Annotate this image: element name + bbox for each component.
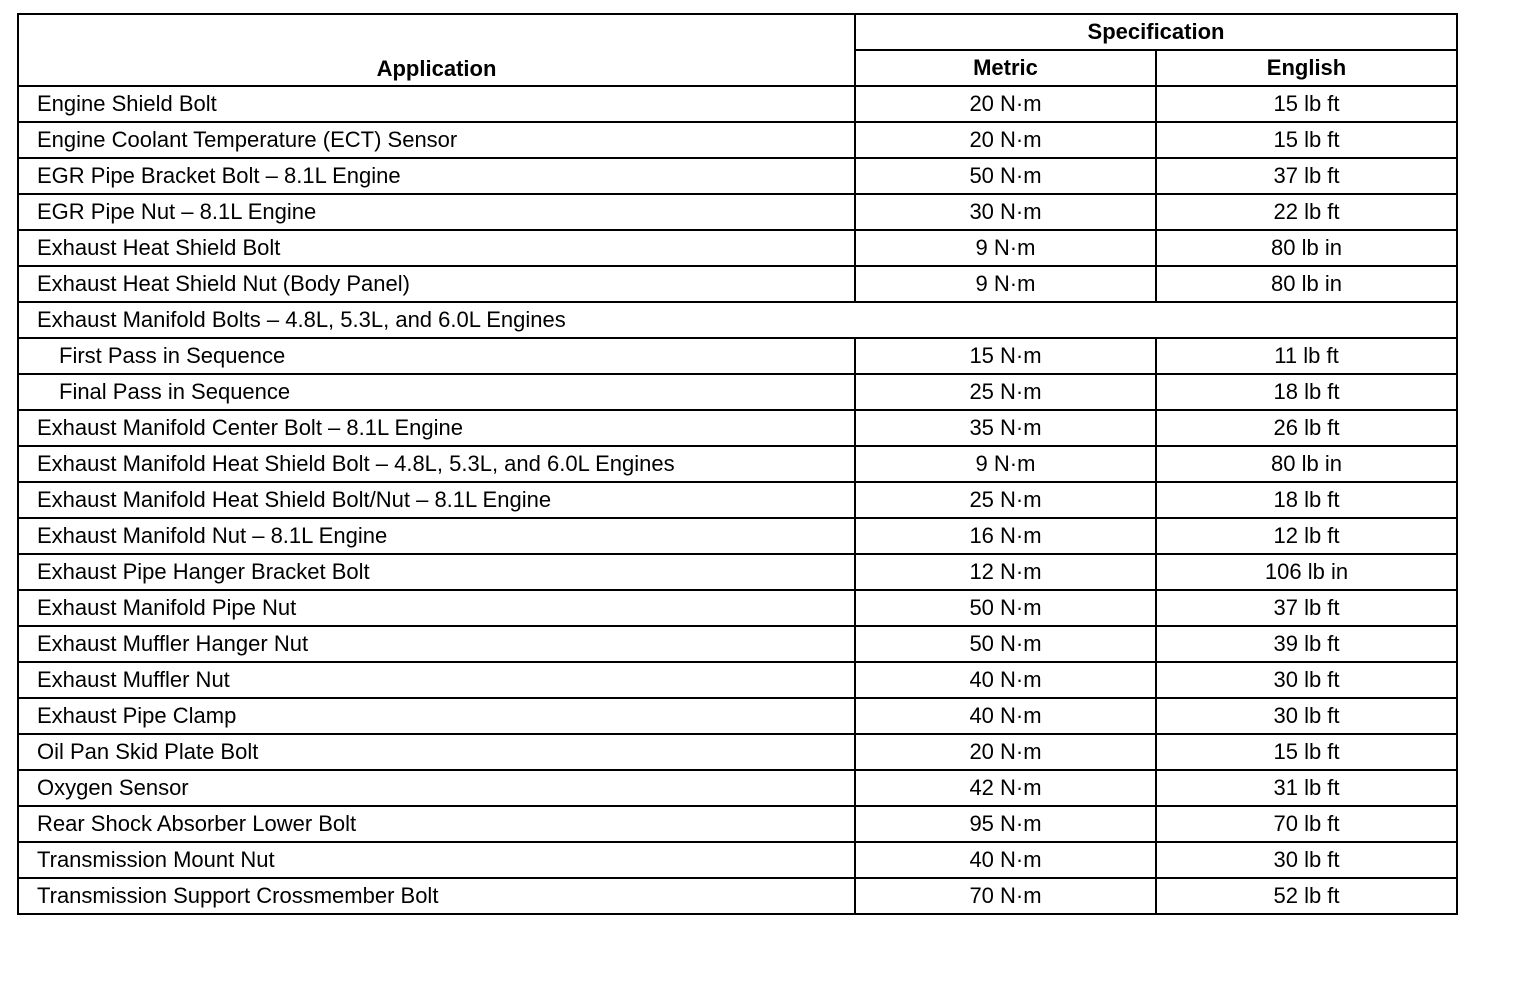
application-header: Application [18,14,855,86]
english-cell: 18 lb ft [1156,374,1457,410]
metric-cell: 9 N·m [855,446,1156,482]
application-cell: First Pass in Sequence [18,338,855,374]
metric-header: Metric [855,50,1156,86]
table-row [18,122,1457,158]
table-row [18,338,1457,374]
english-cell: 26 lb ft [1156,410,1457,446]
table-row [18,158,1457,194]
specification-header: Specification [855,14,1457,50]
application-group-cell: Exhaust Manifold Bolts – 4.8L, 5.3L, and 6.0L Engines [18,302,1457,338]
metric-cell: 70 N·m [855,878,1156,914]
metric-cell: 30 N·m [855,194,1156,230]
english-cell: 31 lb ft [1156,770,1457,806]
english-cell: 80 lb in [1156,230,1457,266]
english-cell: 22 lb ft [1156,194,1457,230]
english-cell: 37 lb ft [1156,158,1457,194]
table-row [18,590,1457,626]
table-row [18,194,1457,230]
table-row [18,626,1457,662]
table-row-group-heading [18,302,1457,338]
table-row [18,266,1457,302]
english-cell: 18 lb ft [1156,482,1457,518]
english-cell: 37 lb ft [1156,590,1457,626]
metric-cell: 42 N·m [855,770,1156,806]
english-cell: 39 lb ft [1156,626,1457,662]
table-row [18,518,1457,554]
application-cell: Exhaust Pipe Hanger Bracket Bolt [18,554,855,590]
table-row [18,734,1457,770]
table-row [18,770,1457,806]
application-cell: Exhaust Muffler Hanger Nut [18,626,855,662]
application-cell: Exhaust Pipe Clamp [18,698,855,734]
application-cell: EGR Pipe Nut – 8.1L Engine [18,194,855,230]
metric-cell: 50 N·m [855,158,1156,194]
metric-cell: 20 N·m [855,122,1156,158]
metric-cell: 9 N·m [855,266,1156,302]
application-cell: Oxygen Sensor [18,770,855,806]
metric-cell: 20 N·m [855,734,1156,770]
table-row [18,806,1457,842]
english-cell: 70 lb ft [1156,806,1457,842]
application-cell: Engine Coolant Temperature (ECT) Sensor [18,122,855,158]
metric-cell: 95 N·m [855,806,1156,842]
application-cell: Exhaust Manifold Heat Shield Bolt – 4.8L, 5.3L, and 6.0L Engines [18,446,855,482]
english-cell: 15 lb ft [1156,86,1457,122]
english-cell: 12 lb ft [1156,518,1457,554]
metric-cell: 25 N·m [855,374,1156,410]
metric-cell: 40 N·m [855,842,1156,878]
table-row [18,842,1457,878]
table-row [18,86,1457,122]
application-cell: Exhaust Manifold Nut – 8.1L Engine [18,518,855,554]
english-cell: 15 lb ft [1156,122,1457,158]
table-row [18,554,1457,590]
application-cell: Engine Shield Bolt [18,86,855,122]
table-row [18,410,1457,446]
table-row [18,374,1457,410]
metric-cell: 50 N·m [855,626,1156,662]
english-cell: 30 lb ft [1156,842,1457,878]
application-cell: Exhaust Manifold Center Bolt – 8.1L Engine [18,410,855,446]
metric-cell: 15 N·m [855,338,1156,374]
table-row [18,698,1457,734]
metric-cell: 12 N·m [855,554,1156,590]
table-row [18,662,1457,698]
metric-cell: 16 N·m [855,518,1156,554]
application-cell: Exhaust Manifold Pipe Nut [18,590,855,626]
application-cell: Exhaust Heat Shield Nut (Body Panel) [18,266,855,302]
english-cell: 80 lb in [1156,446,1457,482]
application-cell: Transmission Support Crossmember Bolt [18,878,855,914]
application-cell: Final Pass in Sequence [18,374,855,410]
english-cell: 15 lb ft [1156,734,1457,770]
english-cell: 30 lb ft [1156,662,1457,698]
application-cell: Exhaust Manifold Heat Shield Bolt/Nut – 8.1L Engine [18,482,855,518]
application-cell: Exhaust Heat Shield Bolt [18,230,855,266]
metric-cell: 40 N·m [855,662,1156,698]
metric-cell: 40 N·m [855,698,1156,734]
table-header [18,14,1457,86]
english-header: English [1156,50,1457,86]
metric-cell: 25 N·m [855,482,1156,518]
application-cell: Oil Pan Skid Plate Bolt [18,734,855,770]
torque-spec-table [17,13,1458,915]
metric-cell: 9 N·m [855,230,1156,266]
english-cell: 30 lb ft [1156,698,1457,734]
table-row [18,482,1457,518]
english-cell: 11 lb ft [1156,338,1457,374]
application-cell: EGR Pipe Bracket Bolt – 8.1L Engine [18,158,855,194]
metric-cell: 20 N·m [855,86,1156,122]
table-row [18,230,1457,266]
english-cell: 106 lb in [1156,554,1457,590]
header-row-top [18,14,1457,50]
metric-cell: 35 N·m [855,410,1156,446]
application-cell: Transmission Mount Nut [18,842,855,878]
table-row [18,878,1457,914]
english-cell: 80 lb in [1156,266,1457,302]
table-row [18,446,1457,482]
application-cell: Exhaust Muffler Nut [18,662,855,698]
table-body [18,86,1457,914]
english-cell: 52 lb ft [1156,878,1457,914]
metric-cell: 50 N·m [855,590,1156,626]
application-cell: Rear Shock Absorber Lower Bolt [18,806,855,842]
